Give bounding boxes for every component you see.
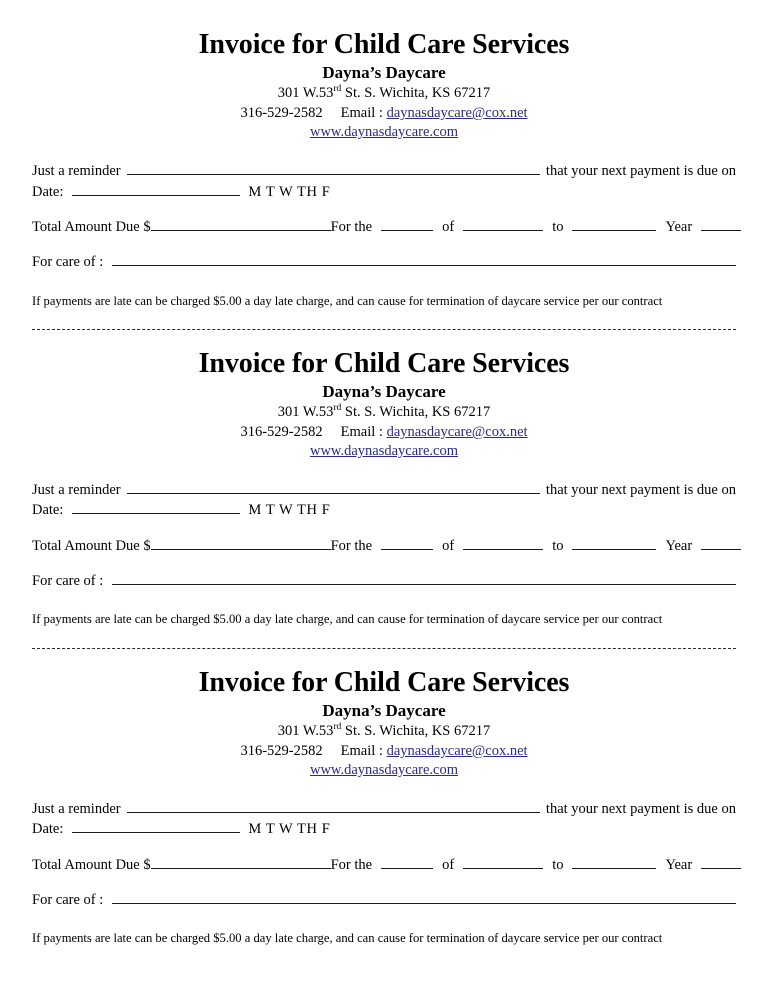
date-label: Date:: [32, 502, 64, 519]
late-payment-notice: If payments are late can be charged $5.00 a day late charge, and can cause for termination of daycare service per our contract: [32, 931, 663, 946]
reminder-row: [32, 480, 736, 500]
weekday-options: M T W TH F: [248, 821, 331, 838]
period-from-blank[interactable]: [463, 217, 543, 231]
for-the-blank[interactable]: [381, 217, 433, 231]
address-ordinal-suffix: rd: [333, 721, 342, 732]
total-amount-row: [32, 536, 736, 556]
of-label: of: [442, 218, 455, 235]
total-amount-row: [32, 855, 736, 875]
contact-line: [32, 104, 736, 123]
address-prefix: 301 W.53: [277, 722, 334, 739]
of-label: of: [442, 537, 455, 554]
total-amount-row: [32, 217, 736, 237]
for-the-label: For the: [330, 856, 373, 873]
company-name: Dayna’s Daycare: [322, 701, 446, 721]
address-prefix: 301 W.53: [277, 84, 334, 101]
invoice-section-2: [32, 330, 736, 628]
date-label: Date:: [32, 183, 64, 200]
reminder-blank[interactable]: [127, 480, 540, 494]
reminder-label: Just a reminder: [32, 482, 121, 498]
website-line: [32, 442, 736, 461]
company-name: Dayna’s Daycare: [322, 382, 446, 402]
website-link[interactable]: www.daynasdaycare.com: [309, 442, 459, 459]
late-payment-notice: If payments are late can be charged $5.00 a day late charge, and can cause for termination of daycare service per our contract: [32, 612, 663, 627]
to-label: to: [552, 537, 564, 554]
for-the-label: For the: [330, 218, 373, 235]
address-suffix: St. S. Wichita, KS 67217: [341, 84, 491, 101]
care-of-row: [32, 252, 736, 272]
company-address: [32, 403, 736, 421]
page-title: Invoice for Child Care Services: [198, 347, 570, 379]
care-of-blank[interactable]: [112, 890, 736, 904]
year-blank[interactable]: [701, 536, 741, 550]
of-label: of: [442, 856, 455, 873]
care-of-blank[interactable]: [112, 252, 736, 266]
period-from-blank[interactable]: [463, 536, 543, 550]
for-the-label: For the: [330, 537, 373, 554]
period-to-blank[interactable]: [572, 536, 656, 550]
period-from-blank[interactable]: [463, 855, 543, 869]
invoice-form-3: [32, 799, 736, 947]
date-row: [32, 500, 736, 520]
invoice-form-1: [32, 161, 736, 309]
page-title: Invoice for Child Care Services: [198, 666, 570, 698]
total-amount-label: Total Amount Due $: [32, 856, 151, 873]
weekday-options: M T W TH F: [248, 502, 331, 519]
website-line: [32, 123, 736, 142]
phone-number: 316-529-2582: [240, 105, 323, 122]
reminder-tail: that your next payment is due on: [545, 482, 736, 498]
invoice-form-2: [32, 480, 736, 628]
total-amount-blank[interactable]: [151, 217, 331, 231]
reminder-blank[interactable]: [127, 161, 540, 175]
email-link[interactable]: daynasdaycare@cox.net: [386, 423, 528, 440]
email-link[interactable]: daynasdaycare@cox.net: [386, 105, 528, 122]
address-ordinal-suffix: rd: [333, 84, 342, 95]
late-payment-notice: If payments are late can be charged $5.00 a day late charge, and can cause for termination of daycare service per our contract: [32, 293, 663, 308]
phone-number: 316-529-2582: [240, 423, 323, 440]
address-suffix: St. S. Wichita, KS 67217: [341, 722, 491, 739]
total-amount-label: Total Amount Due $: [32, 218, 151, 235]
email-label: Email :: [340, 742, 383, 759]
date-label: Date:: [32, 821, 64, 838]
care-of-row: [32, 571, 736, 591]
invoice-section-3: [32, 649, 736, 947]
address-ordinal-suffix: rd: [333, 403, 342, 414]
website-link[interactable]: www.daynasdaycare.com: [309, 761, 459, 778]
website-link[interactable]: www.daynasdaycare.com: [309, 123, 459, 140]
address-prefix: 301 W.53: [277, 403, 334, 420]
page-title: Invoice for Child Care Services: [198, 29, 570, 60]
to-label: to: [552, 218, 564, 235]
email-label: Email :: [340, 423, 383, 440]
date-row: [32, 181, 736, 201]
care-of-label: For care of :: [32, 573, 104, 590]
date-blank[interactable]: [72, 819, 240, 833]
address-suffix: St. S. Wichita, KS 67217: [341, 403, 491, 420]
care-of-blank[interactable]: [112, 571, 736, 585]
year-label: Year: [665, 218, 693, 235]
reminder-blank[interactable]: [127, 799, 540, 813]
phone-number: 316-529-2582: [240, 742, 323, 759]
date-blank[interactable]: [72, 181, 240, 195]
total-amount-label: Total Amount Due $: [32, 537, 151, 554]
care-of-label: For care of :: [32, 892, 104, 909]
for-the-blank[interactable]: [381, 536, 433, 550]
for-the-blank[interactable]: [381, 855, 433, 869]
reminder-tail: that your next payment is due on: [545, 163, 736, 180]
invoice-section-1: [32, 0, 736, 309]
email-link[interactable]: daynasdaycare@cox.net: [386, 742, 528, 759]
weekday-options: M T W TH F: [248, 183, 331, 200]
care-of-label: For care of :: [32, 254, 104, 271]
reminder-row: [32, 799, 736, 819]
company-address: [32, 84, 736, 102]
reminder-tail: that your next payment is due on: [545, 800, 736, 817]
email-label: Email :: [340, 105, 383, 122]
total-amount-blank[interactable]: [151, 855, 331, 869]
reminder-row: [32, 161, 736, 181]
period-to-blank[interactable]: [572, 855, 656, 869]
date-row: [32, 819, 736, 839]
care-of-row: [32, 890, 736, 910]
year-blank[interactable]: [701, 217, 741, 231]
year-blank[interactable]: [701, 855, 741, 869]
year-label: Year: [665, 856, 693, 873]
year-label: Year: [665, 537, 693, 554]
total-amount-blank[interactable]: [151, 536, 331, 550]
reminder-label: Just a reminder: [32, 800, 121, 817]
contact-line: [32, 423, 736, 442]
website-line: [32, 761, 736, 780]
reminder-label: Just a reminder: [32, 163, 121, 180]
company-name: Dayna’s Daycare: [322, 63, 446, 83]
company-address: [32, 722, 736, 740]
period-to-blank[interactable]: [572, 217, 656, 231]
contact-line: [32, 742, 736, 761]
to-label: to: [552, 856, 564, 873]
date-blank[interactable]: [72, 500, 240, 514]
